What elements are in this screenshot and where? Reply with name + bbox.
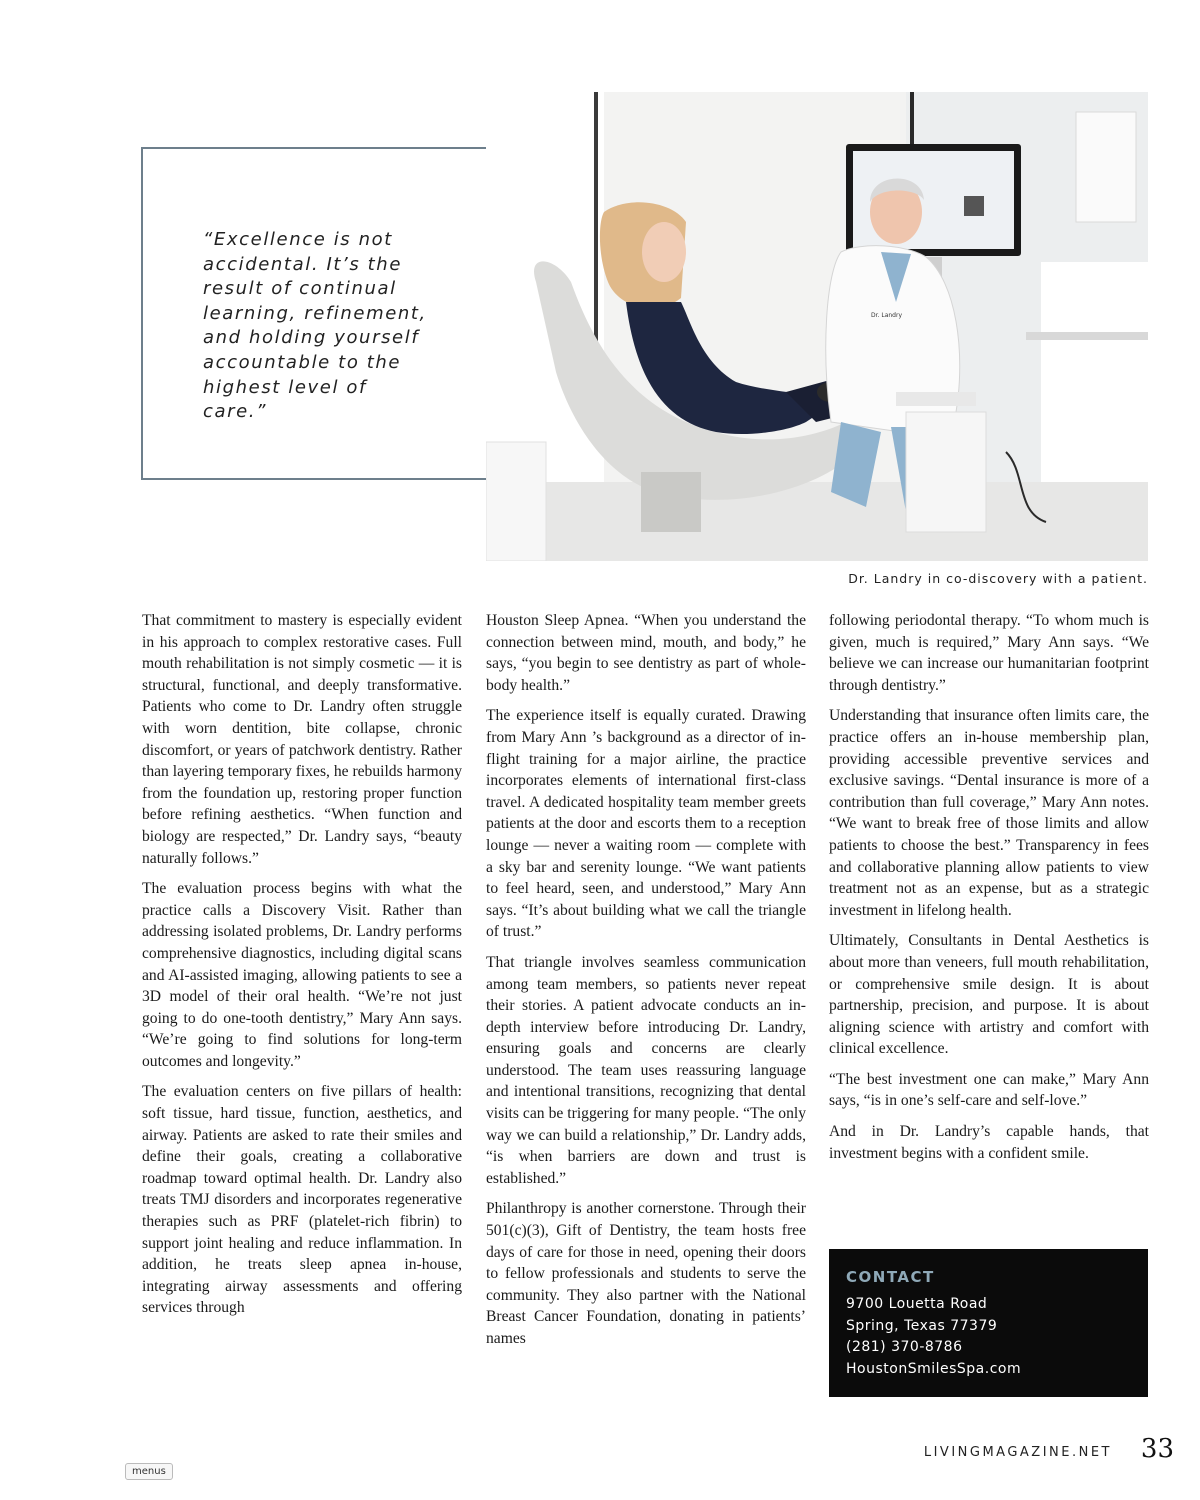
- paragraph: The evaluation centers on five pillars of health: soft tissue, hard tissue, function, aesthetics, and airway. Patients are asked to rate their smiles and define their goals, creating a collaborative roadmap toward optimal health. Dr. Landry also treats TMJ disorders and incorporates regenerative therapies such as PRF (platelet-rich fibrin) to support joint healing and reduce inflammation. In addition, he treats sleep apnea in-house, integrating airway assessments and offering services through: [142, 1083, 462, 1317]
- footer-site: LIVINGMAGAZINE.NET: [923, 1445, 1112, 1460]
- menus-button[interactable]: menus: [125, 1463, 173, 1480]
- coat-embroidery: Dr. Landry: [871, 312, 902, 319]
- paragraph: following periodontal therapy. “To whom much is given, much is required,” Mary Ann says. “We believe we can increase our humanitarian footprint through dentistry.”: [829, 612, 1149, 694]
- paragraph: Understanding that insurance often limits care, the practice offers an in-house membership plan, providing accessible preventive services and exclusive savings. “Dental insurance is more of a contribution than full coverage,” Mary Ann notes. “We want to break free of those limits and allow patients to choose the best.” Transparency in fees and collaborative planning allow patients to view treatment not as an expense, but as a strategic investment in lifelong health.: [829, 707, 1149, 919]
- article-column-3: [829, 610, 1149, 1173]
- contact-website: HoustonSmilesSpa.com: [846, 1360, 1022, 1377]
- article-column-2: [486, 610, 806, 1359]
- pull-quote: “Excellence is not accidental. It’s the result of continual learning, refinement, and holding yourself accountable to the highest level of care.”: [203, 229, 427, 423]
- paragraph: Houston Sleep Apnea. “When you understand the connection between mind, mouth, and body,” he says, “you begin to see dentistry as part of whole-body health.”: [486, 612, 806, 694]
- paragraph: Philanthropy is another cornerstone. Through their 501(c)(3), Gift of Dentistry, the team hosts free days of care for those in need, opening their doors to fellow professionals and students to serve the community. They also partner with the National Breast Cancer Foundation, donating in patients’ names: [486, 1200, 806, 1347]
- photo-caption: Dr. Landry in co-discovery with a patient.: [848, 571, 1148, 586]
- feature-photo: [486, 92, 1148, 561]
- paragraph: The evaluation process begins with what the practice calls a Discovery Visit. Rather than addressing isolated problems, Dr. Landry performs comprehensive diagnostics, including digital scans and AI-assisted imaging, allowing patients to see a 3D model of their oral health. “We’re not just going to do one-tooth dentistry,” Mary Ann says. “We’re going to find solutions for long-term outcomes and longevity.”: [142, 880, 462, 1070]
- contact-box: [829, 1249, 1148, 1397]
- contact-title: CONTACT: [846, 1268, 935, 1286]
- page-number: 33: [1140, 1434, 1174, 1464]
- paragraph: That triangle involves seamless communication among team members, so patients never repeat their stories. A patient advocate conducts an in-depth interview before introducing Dr. Landry, ensuring goals and concerns are clearly understood. The team uses reassuring language and intentional transitions, recognizing that dental visits can be triggering for many people. “The only way we can build a relationship,” Dr. Landry adds, “is when barriers are down and trust is established.”: [486, 953, 806, 1187]
- paragraph: And in Dr. Landry’s capable hands, that investment begins with a confident smile.: [829, 1123, 1149, 1162]
- paragraph: That commitment to mastery is especially evident in his approach to complex restorative cases. Full mouth rehabilitation is not simply cosmetic — it is structural, functional, and deeply transformative. Patients who come to Dr. Landry often struggle with worn dentition, bite collapse, chronic discomfort, or years of patchwork dentistry. Rather than layering temporary fixes, he rebuilds harmony from the foundation up, restoring proper function before refining aesthetics. “When function and biology are respected,” Dr. Landry says, “beauty naturally follows.”: [142, 612, 463, 867]
- paragraph: Ultimately, Consultants in Dental Aesthetics is about more than veneers, full mouth rehabilitation, or comprehensive smile design. It is about partnership, precision, and purpose. It is about aligning science with artistry and comfort with clinical excellence.: [829, 932, 1149, 1058]
- contact-address-line-2: Spring, Texas 77379: [846, 1317, 998, 1334]
- paragraph: The experience itself is equally curated. Drawing from Mary Ann ’s background as a director of in-flight training for a major airline, the practice incorporates elements of international first-class travel. A dedicated hospitality team member greets patients at the door and escorts them to a reception lounge — never a waiting room — complete with a sky bar and serenity lounge. “We want patients to feel heard, seen, and understood,” Mary Ann says. “It’s about building what we call the triangle of trust.”: [486, 707, 806, 941]
- paragraph: “The best investment one can make,” Mary Ann says, “is in one’s self-care and self-love.”: [829, 1070, 1149, 1110]
- contact-address-line-1: 9700 Louetta Road: [846, 1296, 988, 1312]
- dental-office-illustration: [486, 92, 1148, 561]
- contact-phone: (281) 370-8786: [846, 1339, 963, 1355]
- article-column-1: [142, 610, 462, 1328]
